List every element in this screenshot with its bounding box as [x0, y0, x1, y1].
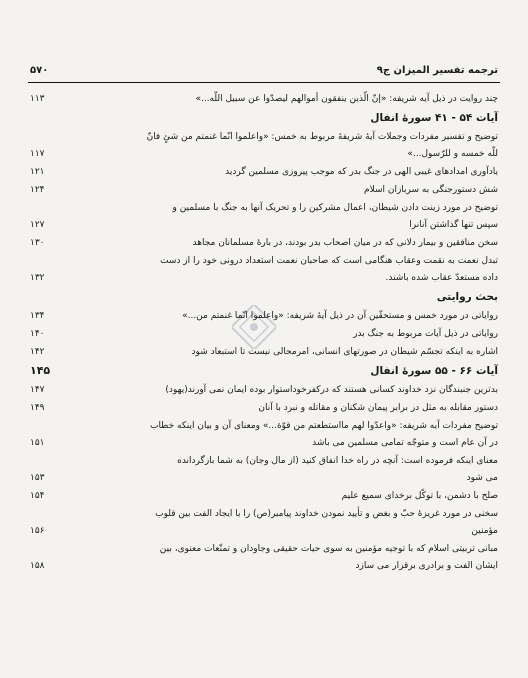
toc-page-number: ۱۲۴	[30, 185, 45, 195]
toc-entry-text: آیات ۵۴ - ۴۱ سورهٔ انفال	[370, 112, 498, 124]
toc-page-number: ۱۴۲	[30, 347, 45, 357]
toc-entry	[30, 452, 498, 470]
toc-page-number: ۱۵۸	[30, 561, 45, 571]
page-number: ۵۷۰	[30, 64, 49, 76]
toc-entry-text: معنای اینکه فرموده است: آنچه در راه خدا انفاق کنید (از مال وجان) به شما بازگردانده	[177, 456, 498, 466]
toc-page-number: ۱۵۶	[30, 526, 45, 536]
toc-entry	[30, 343, 498, 361]
toc-entry-text: روایاتی در مورد خمس و مستحقّین آن در ذیل آیهٔ شریفه: «واعلموا انّما غنمتم من...»	[182, 311, 498, 321]
toc-entry-text: سخن منافقین و بیمار دلانی که در میان اصحاب بدر بودند، در بارهٔ مسلمانان مجاهد	[192, 238, 498, 248]
toc-entry	[30, 470, 498, 487]
page-header	[30, 60, 498, 80]
toc-page-number: ۱۳۲	[30, 273, 45, 283]
toc-entry-text: للّه خمسه و للرّسول...»	[407, 149, 498, 159]
toc-entry-text: چند روایت در ذیل آیه شریفه: «إنّ الّذين ينفقون أموالهم ليصدّوا عن سبيل اللّه...»	[195, 94, 498, 104]
toc-page-number: ۱۵۳	[30, 473, 45, 483]
toc-entry	[30, 217, 498, 234]
toc-entry	[30, 540, 498, 558]
toc-entry-text: بدترین جنبندگان نزد خداوند کسانی هستند که درکفرخوداستوار بوده ایمان نمی آورند(یهود)	[165, 385, 498, 395]
toc-entry	[30, 90, 498, 108]
toc-entry	[30, 128, 498, 146]
toc-entry-text: توضیح مفردات آیه شریفه: «واعدّوا لهم مااستطعتم من قوّة...» ومعنای آن و بیان اینکه خطاب	[149, 421, 498, 431]
toc-page-number: ۱۳۰	[30, 238, 45, 248]
toc-entry-text: مبانی تربیتی اسلام که با توجیه مؤمنین به سوی حیات حقیقی وجاودان و تمتّعات معنوی، بین	[159, 544, 498, 554]
toc-entry-text: صلح با دشمن، با توکّل برخدای سمیع علیم	[341, 491, 498, 501]
toc-page-number: ۱۳۴	[30, 311, 45, 321]
toc-page-number: ۱۵۴	[30, 491, 45, 501]
toc-entry	[30, 307, 498, 325]
toc-entry	[30, 252, 498, 270]
toc-entry-text: آیات ۶۶ - ۵۵ سورهٔ انفال	[370, 365, 498, 377]
toc-entry-text: توضیح در مورد زینت دادن شیطان، اعمال مشرکین را و تحریک آنها به جنگ با مسلمین و	[172, 203, 498, 213]
toc-entry-text: سخنی در مورد غریزهٔ حبّ و بغض و تأیید نمودن خداوند پیامبر(ص) را با ایجاد الفت بین قلوب	[155, 509, 498, 519]
toc-entry	[30, 399, 498, 417]
toc-entry-text: دستور مقابله به مثل در برابر پیمان شکنان و مقاتله و نبرد با آنان	[258, 403, 498, 413]
toc-page-number: ۱۴۷	[30, 385, 45, 395]
toc-entry-text: ایشان الفت و برادری برقرار می سازد	[355, 561, 498, 571]
toc-entry	[30, 325, 498, 343]
toc-page-number: ۱۲۱	[30, 167, 45, 177]
toc-entry-text: تبدل نعمت به نقمت وعقاب هنگامی است که صاحبان نعمت استعداد درونی خود را از دست	[160, 256, 498, 266]
toc-entry	[30, 199, 498, 217]
toc-entry	[30, 505, 498, 523]
section-heading	[30, 361, 498, 381]
toc-page-number: ۱۴۹	[30, 403, 45, 413]
toc-entry-text: توضیح و تفسیر مفردات وجملات آیهٔ شریفهٔ مربوط به خمس: «واعلموا انّما غنمتم من شئٍ فانّ	[146, 132, 498, 142]
section-heading	[30, 287, 498, 307]
section-heading	[30, 108, 498, 128]
toc-entry-text: سپس تنها گذاشتن آنانرا	[409, 220, 498, 230]
toc-entry-text: می شود	[466, 473, 498, 483]
toc-entry-text: در آن عام است و متوجّه تمامی مسلمین می باشد	[312, 438, 498, 448]
running-title: ترجمه تفسیر المیزان ج۹	[376, 64, 498, 76]
toc-page-number: ۱۵۱	[30, 438, 45, 448]
toc-entry	[30, 487, 498, 505]
toc-entry-text: اشاره به اینکه تجسّم شیطان در صورتهای انسانی، امرمحالی نیست تا استبعاد شود	[191, 347, 498, 357]
header-rule	[28, 82, 500, 83]
toc-entry-text: شش دستورجنگی به سربازان اسلام	[364, 185, 498, 195]
toc-page-number: ۱۱۷	[30, 149, 45, 159]
toc-entry	[30, 523, 498, 540]
toc-page-number: ۱۲۷	[30, 220, 45, 230]
toc-entry	[30, 417, 498, 435]
toc-entry	[30, 146, 498, 163]
toc-entry-text: مؤمنین	[471, 526, 498, 536]
toc-entry	[30, 181, 498, 199]
table-of-contents	[30, 90, 498, 575]
toc-page-number: ۱۴۰	[30, 329, 45, 339]
toc-entry	[30, 163, 498, 181]
toc-entry	[30, 558, 498, 575]
toc-page-number: ۱۴۵	[30, 364, 51, 377]
toc-entry	[30, 270, 498, 287]
toc-entry	[30, 234, 498, 252]
toc-entry-text: روایاتی در ذیل آیات مربوط به جنگ بدر	[353, 329, 498, 339]
toc-entry-text: داده مستعدّ عقاب شده باشند.	[385, 273, 498, 283]
toc-entry-text: بحث روایتی	[436, 291, 498, 303]
toc-page-number: ۱۱۳	[30, 94, 45, 104]
toc-entry-text: یادآوری امدادهای غیبی الهی در جنگ بدر که موجب پیروزی مسلمین گردید	[225, 167, 498, 177]
toc-entry	[30, 381, 498, 399]
toc-entry	[30, 435, 498, 452]
